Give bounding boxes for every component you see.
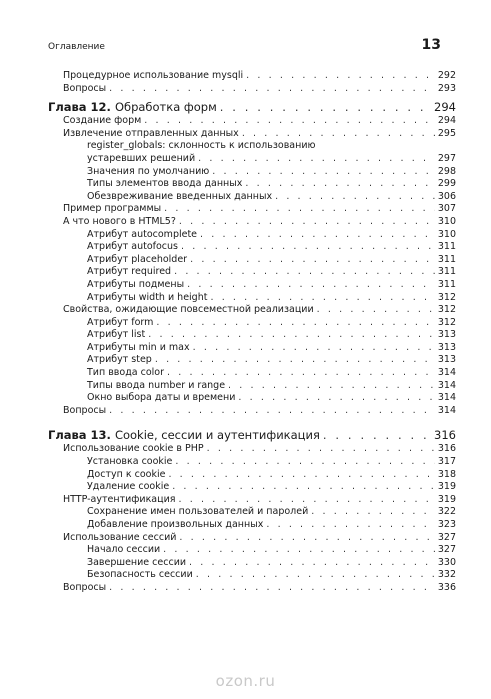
entry-page-number: 306 [437, 190, 456, 202]
entry-title: Использование сессий [63, 531, 177, 543]
toc-entry[interactable] [48, 481, 456, 494]
toc-entry[interactable] [48, 532, 456, 545]
entry-title: Сохранение имен пользователей и паролей [87, 506, 309, 518]
dot-leader [193, 342, 435, 355]
entry-title: Атрибут step [87, 354, 152, 366]
entry-title: Вопросы [63, 581, 107, 593]
entry-page-number: 330 [437, 556, 456, 568]
toc-entry[interactable] [48, 456, 456, 469]
dot-leader [238, 392, 434, 405]
toc-entry[interactable] [48, 70, 456, 83]
dot-leader [164, 203, 435, 216]
toc-entry[interactable] [48, 494, 456, 507]
entry-title: register_globals: склонность к использованию [87, 140, 316, 152]
toc-entry[interactable] [48, 469, 456, 482]
toc-entry[interactable] [48, 254, 456, 267]
dot-leader [220, 100, 431, 115]
toc-entry[interactable] [48, 405, 456, 418]
entry-page-number: 311 [437, 266, 456, 278]
entry-page-number: 313 [437, 341, 456, 353]
entry-title: Обезвреживание введенных данных [87, 190, 273, 202]
entry-title: Вопросы [63, 82, 107, 94]
entry-page-number: 316 [437, 443, 456, 455]
page-number: 13 [421, 37, 441, 53]
entry-title: Обработка форм [114, 100, 217, 115]
entry-page-number: 327 [437, 531, 456, 543]
entry-title: Атрибут required [87, 266, 172, 278]
toc-entry[interactable] [48, 140, 456, 153]
dot-leader [172, 481, 435, 494]
dot-leader [168, 469, 434, 482]
entry-title: Типы элементов ввода данных [87, 178, 243, 190]
entry-title: Использование cookie в PHP [63, 443, 204, 455]
dot-leader [207, 443, 435, 456]
entry-page-number: 313 [437, 329, 456, 341]
dot-leader [210, 292, 434, 305]
toc-entry[interactable] [48, 128, 456, 141]
dot-leader [187, 279, 435, 292]
entry-title: Установка cookie [87, 456, 173, 468]
toc-entry[interactable] [48, 544, 456, 557]
entry-title: Атрибут placeholder [87, 253, 188, 265]
entry-title: HTTP-аутентификация [63, 493, 176, 505]
entry-page-number: 313 [437, 354, 456, 366]
toc-entry[interactable] [48, 354, 456, 367]
toc-entry[interactable] [48, 582, 456, 595]
entry-page-number: 299 [437, 178, 456, 190]
dot-leader [155, 354, 435, 367]
toc-entry[interactable] [48, 115, 456, 128]
watermark-logo: ozon.ru [215, 672, 276, 690]
dot-leader [144, 115, 435, 128]
dot-leader [174, 266, 435, 279]
entry-page-number: 314 [437, 392, 456, 404]
toc-entry[interactable] [48, 241, 456, 254]
chapter-label: Глава 13. [48, 428, 111, 443]
dot-leader [178, 494, 434, 507]
entry-title: Окно выбора даты и времени [87, 392, 236, 404]
entry-title: Значения по умолчанию [87, 165, 210, 177]
entry-page-number: 317 [437, 456, 456, 468]
toc-entry[interactable] [48, 83, 456, 96]
dot-leader [109, 582, 435, 595]
dot-leader [181, 241, 435, 254]
entry-page-number: 310 [437, 228, 456, 240]
entry-page-number: 319 [437, 493, 456, 505]
entry-page-number: 293 [437, 82, 456, 94]
entry-title: Начало сессии [87, 544, 161, 556]
toc-entry[interactable] [48, 166, 456, 179]
toc-entry[interactable] [48, 317, 456, 330]
entry-page-number: 332 [437, 569, 456, 581]
toc-entry[interactable] [48, 342, 456, 355]
dot-leader [156, 317, 434, 330]
toc-entry[interactable] [48, 380, 456, 393]
entry-page-number: 314 [437, 404, 456, 416]
dot-leader [189, 557, 435, 570]
dot-leader [163, 544, 435, 557]
dot-leader [266, 519, 435, 532]
toc-entry[interactable] [48, 229, 456, 242]
entry-title: Создание форм [63, 115, 142, 127]
dot-leader [246, 70, 435, 83]
entry-title: Атрибут autocomplete [87, 228, 198, 240]
entry-page-number: 316 [434, 428, 456, 443]
entry-page-number: 327 [437, 544, 456, 556]
dot-leader [311, 506, 435, 519]
toc-entry[interactable] [48, 178, 456, 191]
entry-page-number: 307 [437, 203, 456, 215]
dot-leader [179, 532, 434, 545]
entry-title: Завершение сессии [87, 556, 187, 568]
entry-page-number: 311 [437, 278, 456, 290]
dot-leader [109, 83, 435, 96]
toc-entry[interactable] [48, 266, 456, 279]
toc-entry[interactable] [48, 367, 456, 380]
dot-leader [109, 405, 435, 418]
toc-chapter-entry[interactable] [48, 100, 456, 115]
dot-leader [242, 128, 435, 141]
entry-page-number: 294 [437, 115, 456, 127]
entry-page-number: 312 [437, 304, 456, 316]
entry-page-number: 311 [437, 253, 456, 265]
toc-entry[interactable] [48, 443, 456, 456]
dot-leader [317, 304, 435, 317]
entry-title: Атрибут form [87, 316, 154, 328]
dot-leader [179, 216, 435, 229]
entry-page-number: 312 [437, 316, 456, 328]
dot-leader [167, 367, 435, 380]
entry-title: Атрибуты подмены [87, 278, 185, 290]
entry-title: Доступ к cookie [87, 468, 166, 480]
entry-title: устаревших решений [87, 152, 196, 164]
entry-title: Атрибут list [87, 329, 146, 341]
entry-page-number: 318 [437, 468, 456, 480]
toc-entry[interactable] [48, 392, 456, 405]
toc-entry[interactable] [48, 216, 456, 229]
entry-page-number: 294 [434, 100, 456, 115]
entry-title: Атрибут autofocus [87, 241, 179, 253]
entry-title: Cookie, сессии и аутентификация [114, 428, 320, 443]
dot-leader [212, 166, 435, 179]
entry-page-number: 292 [437, 70, 456, 81]
entry-title: Удаление cookie [87, 481, 170, 493]
toc-entry[interactable] [48, 304, 456, 317]
dot-leader [228, 380, 435, 393]
entry-page-number: 314 [437, 367, 456, 379]
toc-entry[interactable] [48, 519, 456, 532]
toc-entry[interactable] [48, 557, 456, 570]
toc-entry[interactable] [48, 569, 456, 582]
table-of-contents [48, 70, 456, 595]
entry-title: Атрибуты min и max [87, 341, 190, 353]
entry-title: Атрибуты width и height [87, 291, 208, 303]
entry-page-number: 314 [437, 379, 456, 391]
toc-chapter-entry[interactable] [48, 428, 456, 443]
entry-title: Процедурное использование mysqli [63, 70, 244, 81]
dot-leader [200, 229, 435, 242]
entry-page-number: 295 [437, 127, 456, 139]
entry-page-number: 336 [437, 581, 456, 593]
entry-page-number: 312 [437, 291, 456, 303]
entry-page-number: 298 [437, 165, 456, 177]
dot-leader [275, 191, 435, 204]
toc-entry[interactable] [48, 279, 456, 292]
toc-entry[interactable] [48, 292, 456, 305]
dot-leader [198, 153, 435, 166]
toc-entry[interactable] [48, 191, 456, 204]
toc-entry[interactable] [48, 329, 456, 342]
entry-page-number: 323 [437, 519, 456, 530]
entry-title: Безопасность сессии [87, 569, 193, 581]
dot-leader [148, 329, 435, 342]
entry-title: Свойства, ожидающие повсеместной реализации [63, 304, 314, 316]
chapter-label: Глава 12. [48, 100, 111, 115]
entry-title: Добавление произвольных данных [87, 519, 264, 530]
entry-title: Вопросы [63, 404, 107, 416]
entry-page-number: 297 [437, 152, 456, 164]
dot-leader [245, 178, 434, 191]
dot-leader [175, 456, 434, 469]
entry-page-number: 319 [437, 481, 456, 493]
entry-title: Типы ввода number и range [87, 379, 226, 391]
toc-entry[interactable] [48, 506, 456, 519]
dot-leader [323, 428, 431, 443]
entry-page-number: 311 [437, 241, 456, 253]
entry-title: Тип ввода color [87, 367, 165, 379]
entry-title: А что нового в HTML5? [63, 215, 176, 227]
toc-entry[interactable] [48, 203, 456, 216]
entry-title: Извлечение отправленных данных [63, 127, 239, 139]
entry-page-number: 322 [437, 506, 456, 518]
toc-entry[interactable] [48, 153, 456, 166]
running-header-section: Оглавление [48, 42, 105, 52]
entry-page-number: 310 [437, 215, 456, 227]
dot-leader [190, 254, 435, 267]
entry-title: Пример программы [63, 203, 162, 215]
dot-leader [196, 569, 435, 582]
